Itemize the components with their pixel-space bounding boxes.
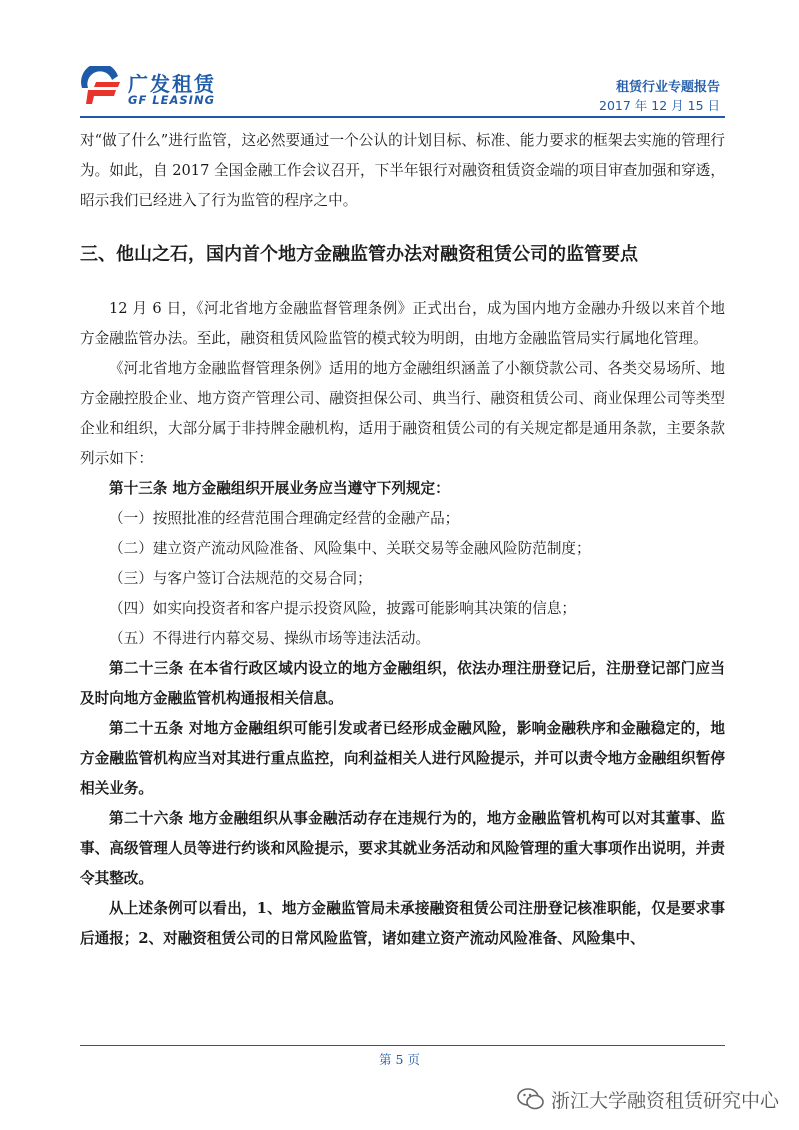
article-13-item: （一）按照批准的经营范围合理确定经营的金融产品；	[109, 510, 460, 527]
conclusion-paragraph: 从上述条例可以看出，1、地方金融监管局未承接融资租赁公司注册登记核准职能，仅是要求事后通报；2、对融资租赁公司的日常风险监管，诸如建立资产流动风险准备、风险集中、	[80, 900, 725, 947]
header-divider	[80, 116, 725, 118]
section-title: 三、他山之石，国内首个地方金融监管办法对融资租赁公司的监管要点	[80, 244, 638, 265]
document-body	[80, 126, 725, 954]
footer-divider	[80, 1045, 725, 1046]
article-25: 第二十五条 对地方金融组织可能引发或者已经形成金融风险，影响金融秩序和金融稳定的，地方金融监管机构应当对其进行重点监控，向利益相关人进行风险提示，并可以责令地方金融组织暂停相关业务。	[80, 720, 725, 797]
report-date: 2017 年 12 月 15 日	[599, 98, 720, 113]
article-23: 第二十三条 在本省行政区域内设立的地方金融组织，依法办理注册登记后，注册登记部门应当及时向地方金融监管机构通报相关信息。	[80, 660, 725, 707]
logo-english-text: GF LEASING	[128, 93, 216, 107]
logo-chinese-text: 广发租赁	[128, 72, 216, 96]
article-13-item: （五）不得进行内幕交易、操纵市场等违法活动。	[109, 630, 431, 647]
page-number: 第 5 页	[379, 1052, 420, 1067]
article-13-title: 第十三条 地方金融组织开展业务应当遵守下列规定：	[109, 480, 450, 497]
article-13-item: （二）建立资产流动风险准备、风险集中、关联交易等金融风险防范制度；	[109, 540, 591, 557]
gf-leasing-logo	[78, 66, 218, 112]
paragraph-1: 12 月 6 日，《河北省地方金融监督管理条例》正式出台，成为国内地方金融办升级以来首个地方金融监管办法。至此，融资租赁风险监管的模式较为明朗，由地方金融监管局实行属地化管理。	[80, 300, 725, 347]
continuation-paragraph: 对“做了什么”进行监管，这必然要通过一个公认的计划目标、标准、能力要求的框架去实施的管理行为。如此，自 2017 全国金融工作会议召开，下半年银行对融资租赁资金端的项目审查加强和穿透，昭示我们已经进入了行为监管的程序之中。	[80, 132, 725, 209]
watermark-text: 浙江大学融资租赁研究中心	[550, 1089, 779, 1112]
article-13-item: （三）与客户签订合法规范的交易合同；	[109, 570, 372, 587]
wechat-watermark	[517, 1084, 779, 1114]
paragraph-2: 《河北省地方金融监督管理条例》适用的地方金融组织涵盖了小额贷款公司、各类交易场所、地方金融控股企业、地方资产管理公司、融资担保公司、典当行、融资租赁公司、商业保理公司等类型企业和组织，大部分属于非持牌金融机构，适用于融资租赁公司的有关规定都是通用条款，主要条款列示如下：	[80, 360, 725, 467]
article-13-item: （四）如实向投资者和客户提示投资风险，披露可能影响其决策的信息；	[109, 600, 577, 617]
gf-logo-icon	[78, 66, 124, 110]
wechat-icon	[517, 1087, 545, 1111]
article-26: 第二十六条 地方金融组织从事金融活动存在违规行为的，地方金融监管机构可以对其董事、监事、高级管理人员等进行约谈和风险提示，要求其就业务活动和风险管理的重大事项作出说明，并责令其整改。	[80, 810, 725, 887]
page-header	[0, 0, 799, 116]
report-type: 租赁行业专题报告	[615, 80, 720, 95]
